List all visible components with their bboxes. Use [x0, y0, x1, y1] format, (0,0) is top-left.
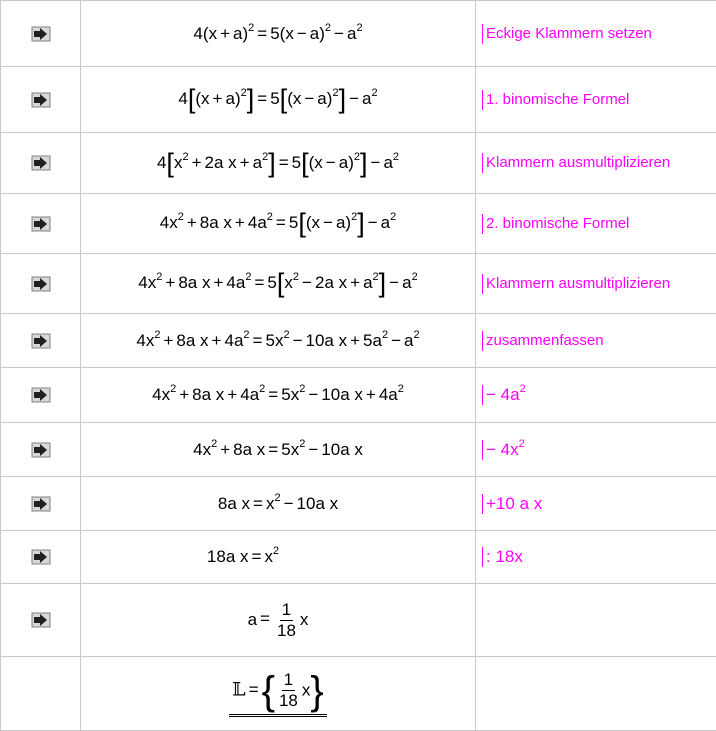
table-row [1, 477, 716, 531]
table-row [1, 368, 716, 423]
table-row [1, 254, 716, 314]
icon-cell[interactable] [1, 368, 81, 423]
icon-cell[interactable] [1, 531, 81, 584]
run-arrow-icon[interactable] [31, 90, 51, 110]
run-arrow-icon[interactable] [31, 274, 51, 294]
step-note: − $4x^2$ [476, 423, 716, 477]
icon-cell-empty [1, 657, 81, 731]
icon-cell[interactable] [1, 194, 81, 254]
icon-cell[interactable] [1, 254, 81, 314]
step-note: zusammenfassen [476, 314, 716, 368]
fraction: $\frac{1}{18}$ [277, 671, 300, 710]
table-row [1, 314, 716, 368]
equation: $4x^2 + 8a$ $x + 4a^2 = 5[x^2 - 2a$ $x + a^2] - a^2$ [81, 254, 476, 314]
equation: $4x^2 + 8a$ $x + 4a^2 = 5x^2 - 10a$ $x + 4a^2$ [81, 368, 476, 423]
equation: $4x^2 + 8a$ $x + 4a^2 = 5[(x - a)^2] - a^2$ [81, 194, 476, 254]
table-row [1, 657, 716, 731]
step-note: 2. binomische Formel [476, 194, 716, 254]
equation: a = $\frac{1}{18}$ x [81, 584, 476, 657]
run-arrow-icon[interactable] [31, 547, 51, 567]
table-row [1, 67, 716, 133]
step-note: 1. binomische Formel [476, 67, 716, 133]
table-row [1, 1, 716, 67]
equation: $4(x + a)^2 = 5(x - a)^2 - a^2$ [81, 1, 476, 67]
step-note [476, 657, 716, 731]
equation: 8a $x = x^2 - 10a$ x [81, 477, 476, 531]
icon-cell[interactable] [1, 1, 81, 67]
step-note: +10 a x [476, 477, 716, 531]
equation: $4[x^2 + 2a$ $x + a^2] = 5[(x - a)^2] - a^2$ [81, 133, 476, 194]
run-arrow-icon[interactable] [31, 385, 51, 405]
step-note: Klammern ausmultiplizieren [476, 133, 716, 194]
table-row [1, 194, 716, 254]
step-note: : 18x [476, 531, 716, 584]
run-arrow-icon[interactable] [31, 24, 51, 44]
table-row [1, 531, 716, 584]
run-arrow-icon[interactable] [31, 331, 51, 351]
table-row [1, 584, 716, 657]
equation: 18a $x = x^2$ [81, 531, 476, 584]
step-note: Eckige Klammern setzen [476, 1, 716, 67]
solution-set [81, 657, 476, 731]
icon-cell[interactable] [1, 314, 81, 368]
fraction: $\frac{1}{18}$ [275, 601, 298, 640]
step-note: − $4a^2$ [476, 368, 716, 423]
equation: $4x^2 + 8a$ $x + 4a^2 = 5x^2 - 10a$ $x + 5a^2 - a^2$ [81, 314, 476, 368]
table-row [1, 423, 716, 477]
equation: $4[(x + a)^2] = 5[(x - a)^2] - a^2$ [81, 67, 476, 133]
run-arrow-icon[interactable] [31, 494, 51, 514]
run-arrow-icon[interactable] [31, 214, 51, 234]
run-arrow-icon[interactable] [31, 153, 51, 173]
icon-cell[interactable] [1, 67, 81, 133]
step-note [476, 584, 716, 657]
table-row [1, 133, 716, 194]
icon-cell[interactable] [1, 133, 81, 194]
icon-cell[interactable] [1, 423, 81, 477]
equation: $4x^2 + 8a$ $x = 5x^2 - 10a$ x [81, 423, 476, 477]
step-note: Klammern ausmultiplizieren [476, 254, 716, 314]
run-arrow-icon[interactable] [31, 610, 51, 630]
icon-cell[interactable] [1, 477, 81, 531]
run-arrow-icon[interactable] [31, 440, 51, 460]
solution-underline: 𝕃 ={ $\frac{1}{18}$ x} [229, 671, 326, 717]
icon-cell[interactable] [1, 584, 81, 657]
